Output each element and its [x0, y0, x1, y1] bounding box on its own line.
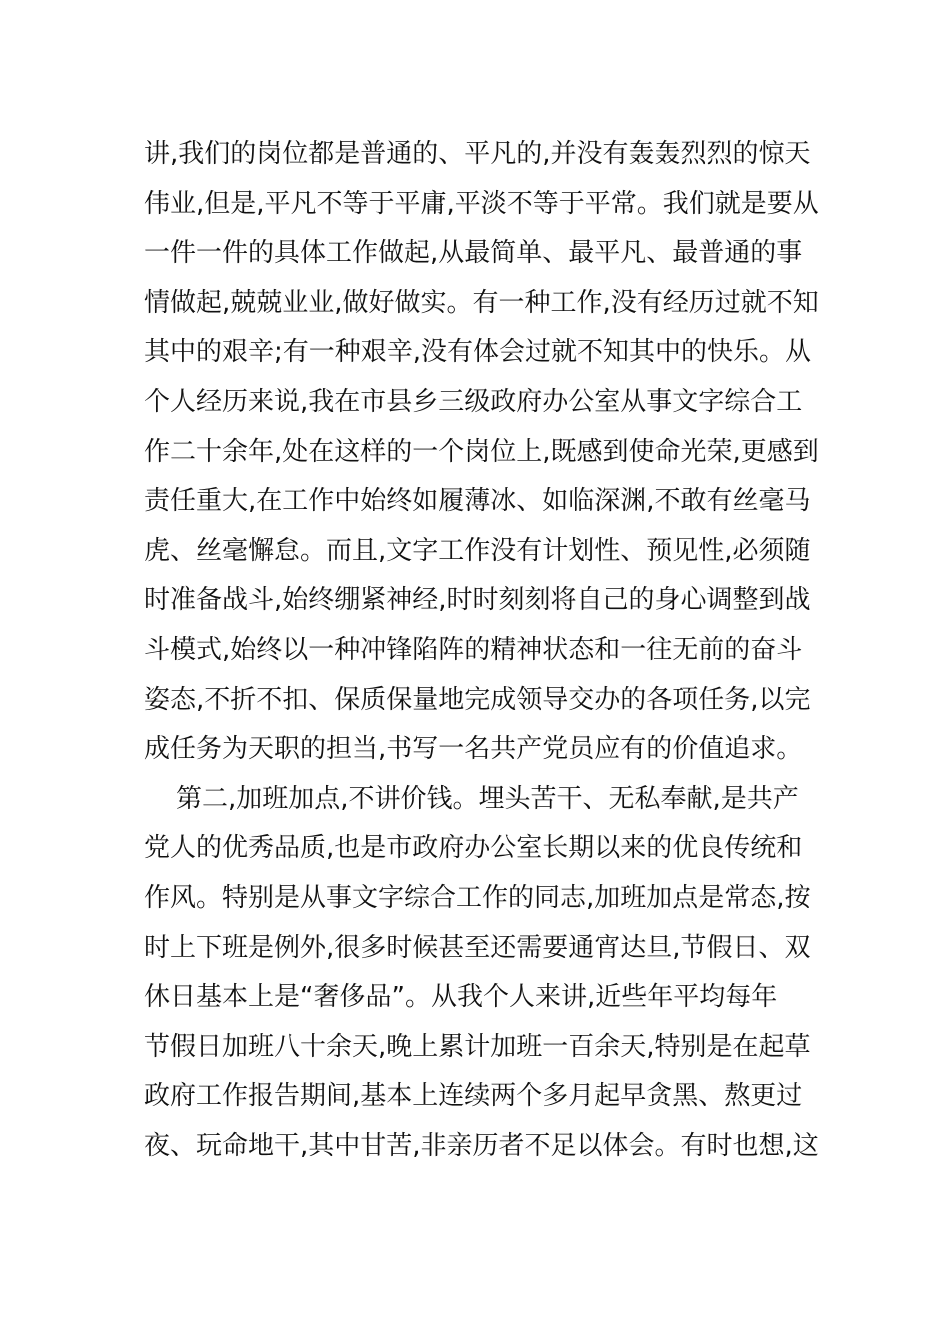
- text-line: 夜、玩命地干,其中甘苦,非亲历者不足以体会。有时也想,这: [144, 1130, 819, 1161]
- text-line: 成任务为天职的担当,书写一名共产党员应有的价值追求。: [144, 734, 803, 765]
- paragraph-start-line: 第二,加班加点,不讲价钱。埋头苦干、无私奉献,是共产: [176, 783, 799, 814]
- text-line: 党人的优秀品质,也是市政府办公室长期以来的优良传统和: [144, 833, 803, 864]
- text-line: 斗模式,始终以一种冲锋陷阵的精神状态和一往无前的奋斗: [144, 634, 803, 665]
- text-line: 休日基本上是“奢侈品”。从我个人来讲,近些年平均每年: [144, 982, 778, 1013]
- text-line: 节假日加班八十余天,晚上累计加班一百余天,特别是在起草: [144, 1031, 811, 1062]
- text-line: 政府工作报告期间,基本上连续两个多月起早贪黑、熬更过: [144, 1081, 803, 1112]
- text-line: 讲,我们的岗位都是普通的、平凡的,并没有轰轰烈烈的惊天: [144, 139, 811, 169]
- text-line: 情做起,兢兢业业,做好做实。有一种工作,没有经历过就不知: [144, 287, 819, 318]
- text-line: 作二十余年,处在这样的一个岗位上,既感到使命光荣,更感到: [144, 436, 819, 467]
- text-line: 责任重大,在工作中始终如履薄冰、如临深渊,不敢有丝毫马: [144, 486, 811, 517]
- text-line: 伟业,但是,平凡不等于平庸,平淡不等于平常。我们就是要从: [144, 188, 819, 219]
- body-text: [144, 130, 819, 1171]
- text-line: 虎、丝毫懈怠。而且,文字工作没有计划性、预见性,必须随: [144, 535, 811, 566]
- text-line: 个人经历来说,我在市县乡三级政府办公室从事文字综合工: [144, 386, 803, 417]
- text-line: 一件一件的具体工作做起,从最简单、最平凡、最普通的事: [144, 238, 803, 269]
- text-line: 其中的艰辛;有一种艰辛,没有体会过就不知其中的快乐。从: [144, 337, 812, 368]
- text-line: 时上下班是例外,很多时候甚至还需要通宵达旦,节假日、双: [144, 932, 811, 963]
- text-line: 姿态,不折不扣、保质保量地完成领导交办的各项任务,以完: [144, 684, 811, 715]
- text-line: 时准备战斗,始终绷紧神经,时时刻刻将自己的身心调整到战: [144, 585, 811, 616]
- text-line: 作风。特别是从事文字综合工作的同志,加班加点是常态,按: [144, 882, 811, 913]
